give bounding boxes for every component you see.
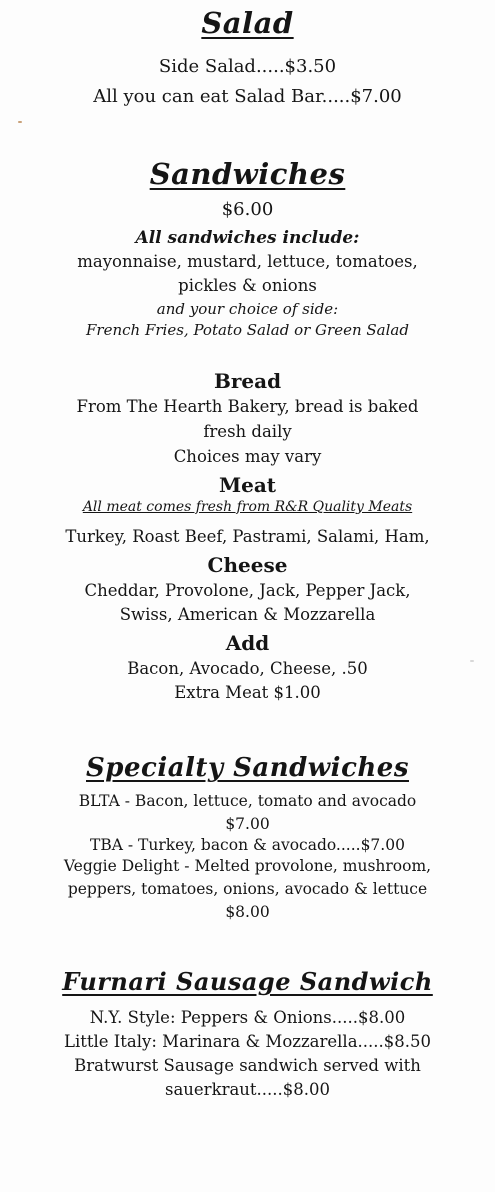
paper-speck xyxy=(470,660,474,662)
sandwiches-heading: Sandwiches xyxy=(149,157,346,191)
add-line-1: Bacon, Avocado, Cheese, .50 xyxy=(127,659,368,678)
meat-options: Turkey, Roast Beef, Pastrami, Salami, Ham, xyxy=(65,527,430,546)
paper-speck xyxy=(18,121,22,123)
meat-heading: Meat xyxy=(218,473,277,497)
cheese-line-1: Cheddar, Provolone, Jack, Pepper Jack, xyxy=(84,581,411,600)
add-line-2: Extra Meat $1.00 xyxy=(174,683,321,702)
add-heading: Add xyxy=(225,631,270,655)
meat-note: All meat comes fresh from R&R Quality Meats xyxy=(82,499,413,515)
cheese-line-2: Swiss, American & Mozzarella xyxy=(119,605,376,624)
salad-heading: Salad xyxy=(201,6,294,40)
furnari-line-4: sauerkraut.....$8.00 xyxy=(164,1080,331,1099)
sandwiches-price: $6.00 xyxy=(221,199,274,220)
specialty-line-3: TBA - Turkey, bacon & avocado.....$7.00 xyxy=(90,836,405,854)
specialty-line-1: BLTA - Bacon, lettuce, tomato and avocado xyxy=(78,792,417,810)
furnari-line-3: Bratwurst Sausage sandwich served with xyxy=(74,1056,421,1075)
bread-heading: Bread xyxy=(213,369,282,393)
cheese-heading: Cheese xyxy=(207,553,288,577)
furnari-line-2: Little Italy: Marinara & Mozzarella.....$8.50 xyxy=(64,1032,431,1051)
sandwiches-include-line-2: pickles & onions xyxy=(178,276,317,295)
furnari-line-1: N.Y. Style: Peppers & Onions.....$8.00 xyxy=(89,1008,406,1027)
specialty-line-4: Veggie Delight - Melted provolone, mushroom, xyxy=(63,857,432,875)
specialty-line-2: $7.00 xyxy=(225,815,270,833)
sandwiches-include-heading: All sandwiches include: xyxy=(135,228,360,248)
bread-line-2: fresh daily xyxy=(203,422,292,441)
sandwiches-side-options: French Fries, Potato Salad or Green Salad xyxy=(86,321,409,339)
specialty-line-5: peppers, tomatoes, onions, avocado & lettuce xyxy=(67,880,428,898)
specialty-heading: Specialty Sandwiches xyxy=(86,753,409,783)
sandwiches-include-line-1: mayonnaise, mustard, lettuce, tomatoes, xyxy=(77,252,418,271)
bread-line-3: Choices may vary xyxy=(173,447,322,466)
salad-item-bar: All you can eat Salad Bar.....$7.00 xyxy=(93,86,402,107)
specialty-line-6: $8.00 xyxy=(225,903,270,921)
sandwiches-side-intro: and your choice of side: xyxy=(156,300,339,318)
bread-line-1: From The Hearth Bakery, bread is baked xyxy=(76,397,419,416)
furnari-heading: Furnari Sausage Sandwich xyxy=(62,967,433,996)
salad-item-side: Side Salad.....$3.50 xyxy=(158,56,337,77)
